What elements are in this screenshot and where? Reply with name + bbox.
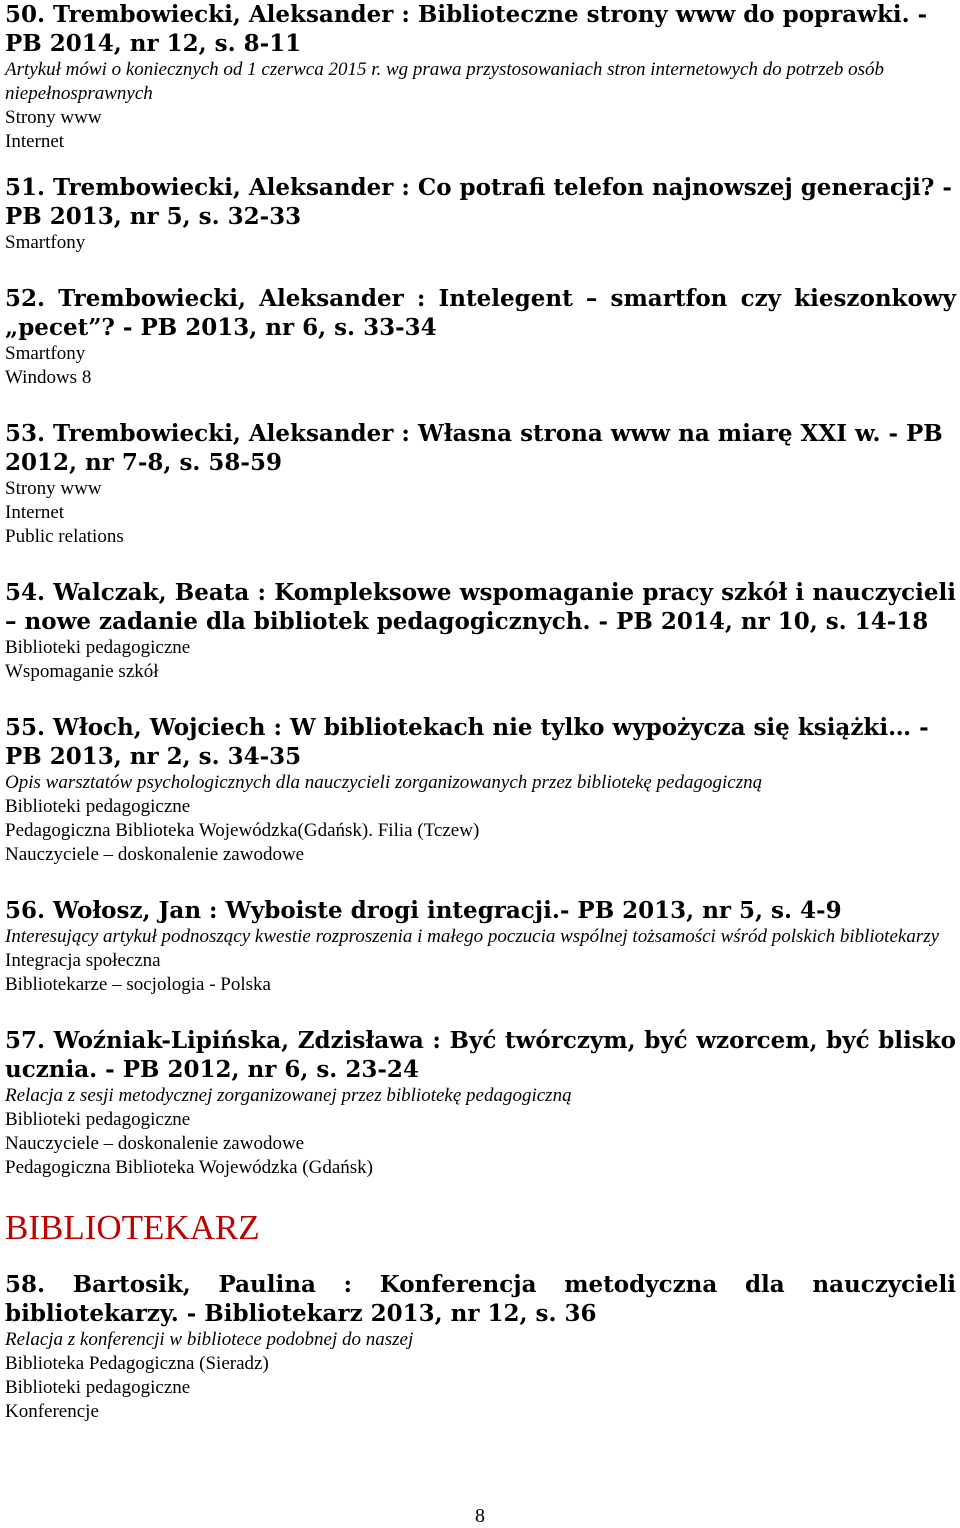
entry-annotation: Relacja z konferencji w bibliotece podobnej do naszej (5, 1329, 414, 1350)
bibliography-entry-55 (5, 713, 956, 867)
subject-tags (5, 231, 956, 255)
entry-title: 52. Trembowiecki, Aleksander : Intelegent – smartfon czy kieszonkowy „pecet”? - PB 2013, nr 6, s. 33-34 (5, 285, 956, 341)
bibliography-entry-56 (5, 896, 956, 997)
subject-tag: Biblioteki pedagogiczne (5, 637, 191, 658)
page-number: 8 (475, 1505, 485, 1527)
subject-tag: Strony www (5, 107, 102, 128)
bibliography-entry-54 (5, 578, 956, 684)
subject-tag: Smartfony (5, 232, 86, 253)
subject-tag: Pedagogiczna Biblioteka Wojewódzka(Gdańsk). Filia (Tczew) (5, 820, 480, 841)
entry-annotation: Artykuł mówi o koniecznych od 1 czerwca 2015 r. wg prawa przystosowaniach stron internetowych do potrzeb osób niepełnosprawnych (5, 59, 885, 104)
subject-tags (5, 342, 956, 390)
entry-title: 50. Trembowiecki, Aleksander : Biblioteczne strony www do poprawki. - PB 2014, nr 12, s. 8-11 (5, 1, 928, 57)
subject-tags (5, 795, 956, 867)
entry-annotation: Opis warsztatów psychologicznych dla nauczycieli zorganizowanych przez bibliotekę pedagogiczną (5, 772, 763, 793)
subject-tag: Pedagogiczna Biblioteka Wojewódzka (Gdańsk) (5, 1157, 373, 1178)
entry-title: 51. Trembowiecki, Aleksander : Co potrafi telefon najnowszej generacji? - PB 2013, nr 5, s. 32-33 (5, 174, 952, 230)
subject-tag: Internet (5, 502, 65, 523)
subject-tags (5, 477, 956, 549)
bibliography-entry-57 (5, 1026, 956, 1180)
subject-tags (5, 106, 956, 154)
subject-tag: Nauczyciele – doskonalenie zawodowe (5, 1133, 305, 1154)
bibliography-entry-53 (5, 419, 956, 549)
subject-tag: Integracja społeczna (5, 950, 161, 971)
subject-tags (5, 949, 956, 997)
bibliography-entry-50 (5, 0, 956, 154)
entry-title: 53. Trembowiecki, Aleksander : Własna strona www na miarę XXI w. - PB 2012, nr 7-8, s. 58-59 (5, 420, 943, 476)
subject-tags (5, 1352, 956, 1424)
entry-title: 56. Wołosz, Jan : Wyboiste drogi integracji.- PB 2013, nr 5, s. 4-9 (5, 897, 842, 924)
entry-title: 58. Bartosik, Paulina : Konferencja metodyczna dla nauczycieli bibliotekarzy. - Bibliotekarz 2013, nr 12, s. 36 (5, 1271, 956, 1327)
subject-tags (5, 1108, 956, 1180)
entry-annotation: Interesujący artykuł podnoszący kwestie rozproszenia i małego poczucia wspólnej tożsamości wśród polskich bibliotekarzy (5, 926, 940, 947)
section-heading: BIBLIOTEKARZ (5, 1208, 260, 1247)
subject-tag: Nauczyciele – doskonalenie zawodowe (5, 844, 305, 865)
subject-tag: Biblioteka Pedagogiczna (Sieradz) (5, 1353, 269, 1374)
subject-tag: Public relations (5, 526, 124, 547)
subject-tags (5, 636, 956, 684)
entry-title: 54. Walczak, Beata : Kompleksowe wspomaganie pracy szkół i nauczycieli – nowe zadanie dla bibliotek pedagogicznych. - PB 2014, nr 10, s. 14-18 (5, 579, 956, 635)
bibliography-entry-58 (5, 1270, 956, 1424)
subject-tag: Biblioteki pedagogiczne (5, 1109, 191, 1130)
bibliography-entry-52 (5, 284, 956, 390)
subject-tag: Biblioteki pedagogiczne (5, 796, 191, 817)
subject-tag: Strony www (5, 478, 102, 499)
subject-tag: Konferencje (5, 1401, 99, 1422)
subject-tag: Wspomaganie szkół (5, 661, 159, 682)
entry-title: 57. Woźniak-Lipińska, Zdzisława : Być twórczym, być wzorcem, być blisko ucznia. - PB 2012, nr 6, s. 23-24 (5, 1027, 956, 1083)
bibliography-entry-51 (5, 173, 956, 255)
subject-tag: Bibliotekarze – socjologia - Polska (5, 974, 271, 995)
subject-tag: Internet (5, 131, 65, 152)
entry-title: 55. Włoch, Wojciech : W bibliotekach nie tylko wypożycza się książki… - PB 2013, nr 2, s. 34-35 (5, 714, 929, 770)
subject-tag: Smartfony (5, 343, 86, 364)
subject-tag: Windows 8 (5, 367, 92, 388)
entry-annotation: Relacja z sesji metodycznej zorganizowanej przez bibliotekę pedagogiczną (5, 1085, 572, 1106)
subject-tag: Biblioteki pedagogiczne (5, 1377, 191, 1398)
document-page (5, 0, 956, 1424)
